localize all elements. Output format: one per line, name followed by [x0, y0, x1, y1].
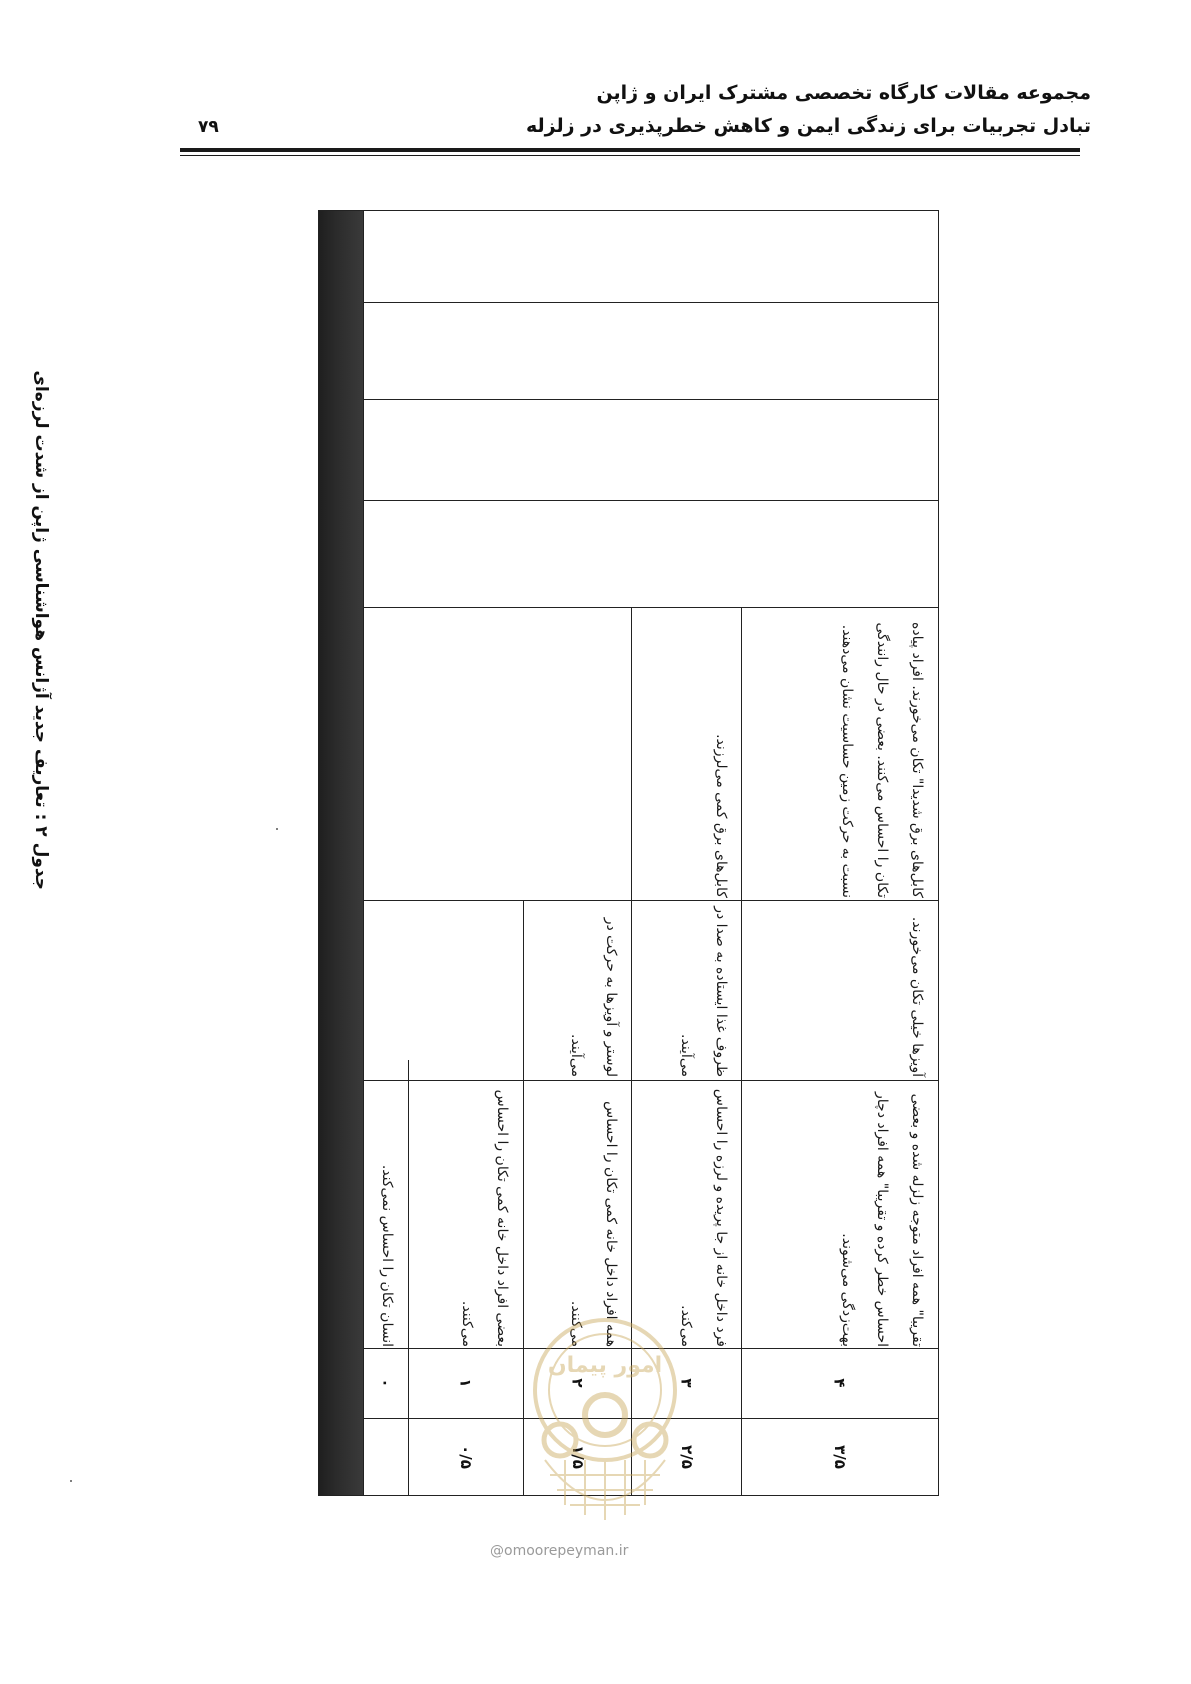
table-row [632, 608, 741, 899]
value-cell: ۰/۵ [456, 1445, 475, 1469]
people-cell: همه افراد داخل خانه کمی تکان را احساس می‌کنند. [568, 1101, 619, 1347]
outdoor-cell: کابل‌های برق کمی می‌لرزند. [713, 734, 729, 898]
scan-speck [70, 1480, 72, 1482]
publisher-stamp-logo [505, 1310, 705, 1530]
value-cell [364, 1419, 408, 1495]
scan-speck [276, 828, 278, 830]
table-caption [26, 370, 56, 890]
value-cell: ۱/۵ [568, 1445, 587, 1469]
intensity-cell: ۴ [831, 1378, 849, 1388]
watermark: @omoorepeyman.ir [490, 1543, 629, 1559]
people-cell: فرد داخل خانه از جا پریده و لرزه را احساس می‌کند. [678, 1088, 729, 1347]
journal-title: مجموعه مقالات کارگاه تخصصی مشترک ایران و ژاپن [596, 82, 1091, 104]
table-row [742, 1081, 938, 1347]
table-row [632, 1081, 741, 1347]
stamp-text: امور پیمان [547, 1353, 663, 1378]
intensity-cell: ۲ [568, 1378, 587, 1388]
header-rule-thin [180, 155, 1080, 156]
column-divider [363, 302, 939, 303]
intensity-cell: ۳ [677, 1378, 696, 1388]
intensity-cell: ۰ [377, 1378, 395, 1388]
table-row [632, 901, 741, 1079]
table-caption-text: جدول ۲ : تعاریف جدید آژانس هواشناسی ژاپن از شدت لرزه‌ای [31, 370, 51, 890]
table-row [742, 608, 938, 899]
table-row [742, 901, 938, 1079]
column-divider [363, 399, 939, 400]
outdoor-cell: کابل‌های برق شدیدا" تکان می‌خورند. افراد پیاده تکان را احساس می‌کنند. بعضی در حال رانندگی نسبت به حرکت زمین حساسیت نشان می‌دهند. [839, 622, 925, 898]
column-divider [363, 500, 939, 501]
table-row [409, 1081, 523, 1347]
people-cell: تقریبا" همه افراد متوجه زلزله شده و بعضی احساس خطر کرده و تقریبا" همه افراد دچار بهت‌زدگی می‌شوند. [839, 1092, 925, 1347]
value-cell: ۳/۵ [830, 1445, 849, 1469]
value-cell: ۲/۵ [677, 1445, 696, 1469]
intensity-cell: ۱ [457, 1378, 475, 1388]
page-number: ۷۹ [198, 117, 219, 137]
indoor-cell: آویزها خیلی تکان می‌خورند. [909, 916, 925, 1077]
journal-subtitle: تبادل تجربیات برای زندگی ایمن و کاهش خطرپذیری در زلزله [526, 115, 1091, 137]
header-rule [180, 148, 1080, 152]
table-row [364, 1081, 408, 1347]
indoor-cell: لوستر و آویزها به حرکت در می‌آیند. [568, 917, 619, 1077]
table-row [524, 1081, 631, 1347]
people-cell: انسان تکان را احساس نمی‌کند. [379, 1164, 395, 1347]
indoor-cell: ظروف غذا ایستاده به صدا در می‌آیند. [678, 906, 729, 1077]
people-cell: بعضی افراد داخل خانه کمی تکان را احساس می‌کنند. [459, 1089, 510, 1347]
table-row [524, 901, 631, 1079]
